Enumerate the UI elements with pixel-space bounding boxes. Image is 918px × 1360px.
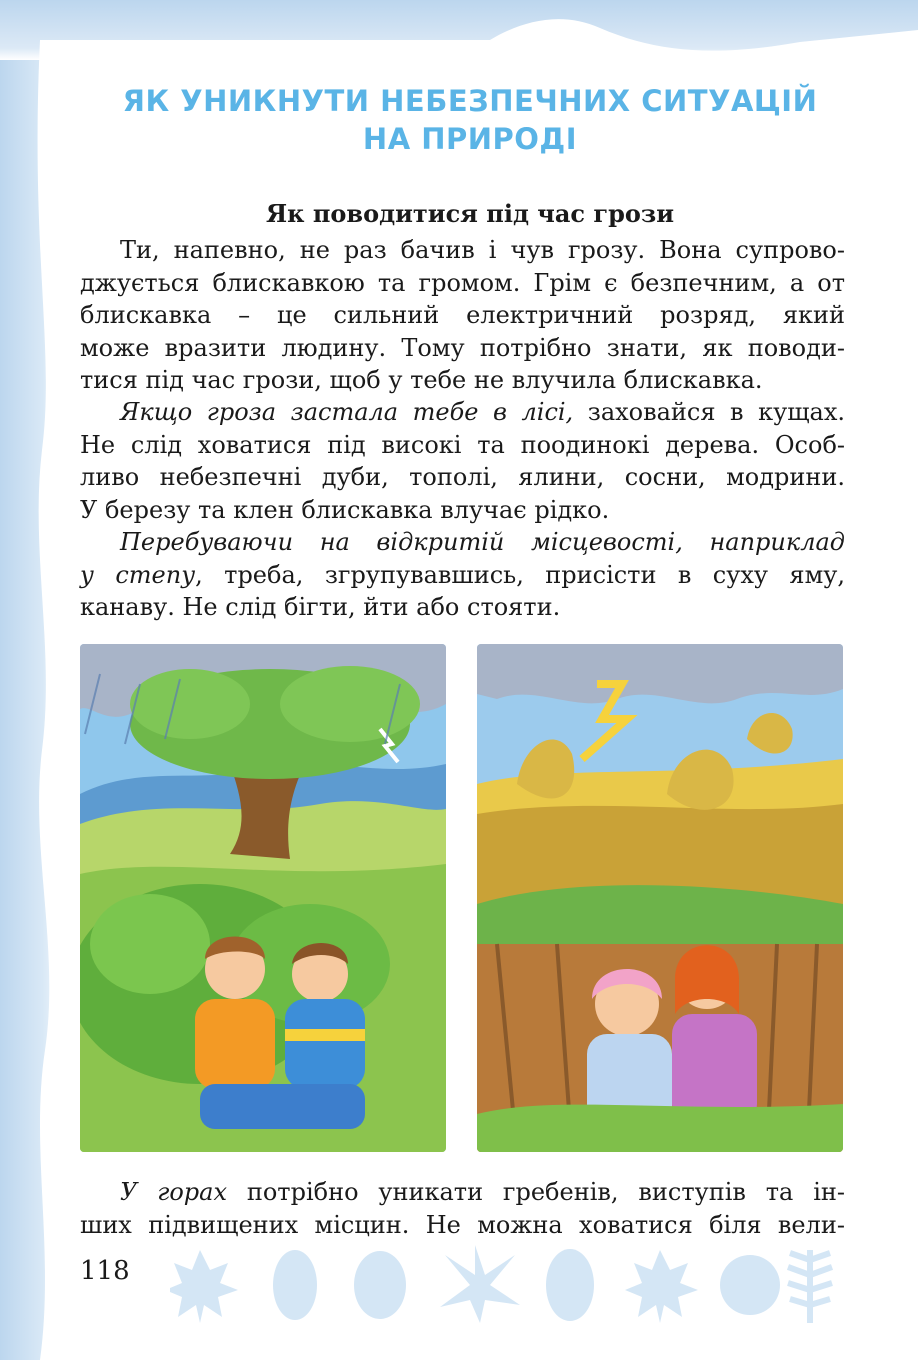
text-line: блискавка – це сильний електричний розряд, який [80, 301, 845, 329]
text-line: джується блискавкою та громом. Грім є безпечним, а от [80, 268, 845, 297]
text-line: Ти, напевно, не раз бачив і чув грозу. Вона супрово- [120, 236, 845, 264]
text-line: ших підвищених місцин. Не можна ховатися біля вели- [80, 1210, 845, 1239]
text-span: , треба, згрупувавшись, присісти в суху яму, [195, 560, 845, 589]
page-title [80, 82, 860, 158]
text-line [80, 396, 845, 429]
text-line: ливо небезпечні дуби, тополі, ялини, сосни, модрини. [80, 463, 845, 491]
illustration-children-near-haystacks [477, 644, 843, 1152]
italic-phrase: У горах [120, 1178, 227, 1206]
text-line [80, 559, 845, 592]
illustration-children-in-bushes [80, 644, 446, 1152]
section-heading: Як поводитися під час грози [265, 199, 674, 228]
text-line: Не слід ховатися під високі та поодинокі дерева. Особ- [80, 430, 845, 459]
page-title-line2: НА ПРИРОДІ [362, 122, 578, 156]
italic-phrase: Перебуваючи на відкритій місцевості, наприклад [120, 528, 845, 556]
text-span: потрібно уникати гребенів, виступів та ін- [227, 1178, 845, 1206]
italic-phrase: у степу [80, 560, 196, 589]
text-span: заховайся в кущах. [573, 398, 845, 426]
paragraph-thunderstorm-intro [80, 234, 845, 397]
oak-leaf-icon [273, 1250, 317, 1320]
paragraph-in-mountains [80, 1176, 845, 1241]
text-line: тися під час грози, щоб у тебе не влучила блискавка. [80, 366, 763, 394]
chestnut-leaf-icon [440, 1245, 520, 1323]
page-number: 118 [80, 1256, 130, 1286]
maple-leaf-icon [625, 1250, 698, 1323]
text-line: може вразити людину. Тому потрібно знати, як поводи- [80, 333, 845, 362]
maple-leaf-icon [170, 1250, 238, 1323]
paragraph-in-forest [80, 396, 845, 526]
elm-leaf-icon [546, 1249, 594, 1321]
text-line [80, 1176, 845, 1209]
birch-leaf-icon [354, 1251, 406, 1319]
italic-phrase: Якщо гроза застала тебе в лісі, [120, 398, 574, 426]
linden-leaf-icon [720, 1255, 780, 1315]
page-title-line1: ЯК УНИКНУТИ НЕБЕЗПЕЧНИХ СИТУАЦІЙ [122, 84, 818, 118]
text-line: канаву. Не слід бігти, йти або стояти. [80, 593, 561, 621]
text-line: У березу та клен блискавка влучає рідко. [80, 495, 610, 524]
text-line [80, 526, 845, 559]
paragraph-open-area [80, 526, 845, 624]
rowan-leaf-icon [788, 1250, 832, 1323]
decorative-leaves-footer [170, 1245, 870, 1325]
